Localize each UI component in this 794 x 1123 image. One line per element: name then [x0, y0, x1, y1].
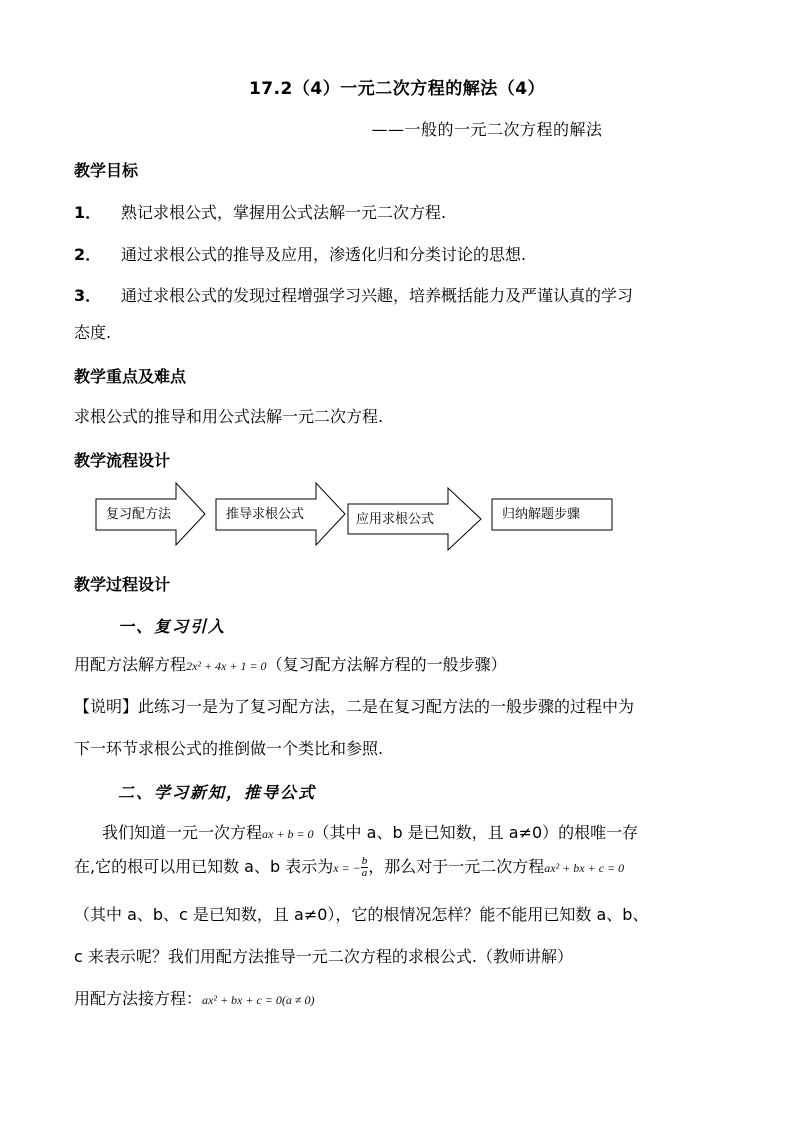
objective-item-3	[0, 283, 794, 307]
process-heading: 教学过程设计	[74, 575, 171, 594]
key-points-text: 求根公式的推导和用公式法解一元二次方程.	[74, 407, 384, 426]
section2-p2-text-a: 在,它的根可以用已知数 a、b 表示为	[74, 857, 334, 876]
section1-equation: 2x² + 4x + 1 = 0	[186, 659, 267, 673]
section2-para-line5	[74, 988, 314, 1010]
root-fraction-denominator: a	[361, 867, 368, 879]
flow-step-3: 应用求根公式	[356, 512, 435, 527]
quadratic-equation: ax² + bx + c = 0	[544, 861, 625, 875]
section2-para-line2	[74, 856, 624, 879]
flow-diagram	[0, 478, 794, 558]
section2-para-line3: （其中 a、b、c 是已知数，且 a≠0），它的根情况怎样？能不能用已知数 a、b、	[74, 905, 649, 924]
section1-suffix: （复习配方法解方程的一般步骤）	[266, 655, 507, 674]
section1-note-line1: 【说明】此练习一是为了复习配方法，二是在复习配方法的一般步骤的过程中为	[74, 697, 635, 716]
section2-para-line4: c 来表示呢？我们用配方法推导一元二次方程的求根公式.（教师讲解）	[74, 947, 573, 966]
objective-num-3: 3．	[74, 286, 102, 305]
root-expression-lhs: x = −	[333, 861, 361, 875]
section1-heading: 一、复习引入	[118, 617, 227, 636]
linear-equation: ax + b = 0	[262, 827, 314, 841]
section2-p1-text-b: （其中 a、b 是已知数，且 a≠0）的根唯一存	[313, 823, 639, 842]
flow-heading: 教学流程设计	[74, 451, 171, 470]
section2-p2-text-b: ，那么对于一元二次方程	[368, 857, 545, 876]
objective-num-2: 2．	[74, 245, 102, 264]
section2-p5-text: 用配方法接方程：	[74, 989, 203, 1008]
section2-heading: 二、学习新知，推导公式	[118, 783, 317, 802]
section2-p1-text-a: 我们知道一元一次方程	[102, 823, 263, 842]
objective-item-2	[0, 242, 794, 266]
objectives-heading: 教学目标	[74, 161, 139, 180]
section1-note-line2: 下一环节求根公式的推倒做一个类比和参照.	[74, 739, 384, 758]
objective-text-3-cont: 态度.	[74, 323, 112, 342]
objective-text-1: 熟记求根公式，掌握用公式法解一元二次方程.	[121, 203, 447, 222]
page-subtitle: ——一般的一元二次方程的解法	[371, 120, 603, 139]
objective-num-1: 1．	[74, 203, 102, 222]
flow-step-4: 归纳解题步骤	[502, 507, 581, 522]
objective-text-3: 通过求根公式的发现过程增强学习兴趣，培养概括能力及严谨认真的学习	[121, 286, 634, 305]
key-points-heading: 教学重点及难点	[74, 367, 187, 386]
root-fraction-numerator: b	[361, 855, 368, 867]
flow-step-1: 复习配方法	[106, 507, 172, 522]
objective-text-2: 通过求根公式的推导及应用，渗透化归和分类讨论的思想.	[121, 245, 527, 264]
objective-item-1	[0, 200, 794, 224]
section1-exercise-line	[74, 654, 507, 676]
page-title: 17.2（4）一元二次方程的解法（4）	[248, 79, 546, 99]
quadratic-equation-general: ax² + bx + c = 0(a ≠ 0)	[202, 993, 315, 1007]
section1-prefix: 用配方法解方程	[74, 655, 187, 674]
section2-para-line1	[102, 822, 638, 844]
flow-step-2: 推导求根公式	[226, 507, 305, 522]
